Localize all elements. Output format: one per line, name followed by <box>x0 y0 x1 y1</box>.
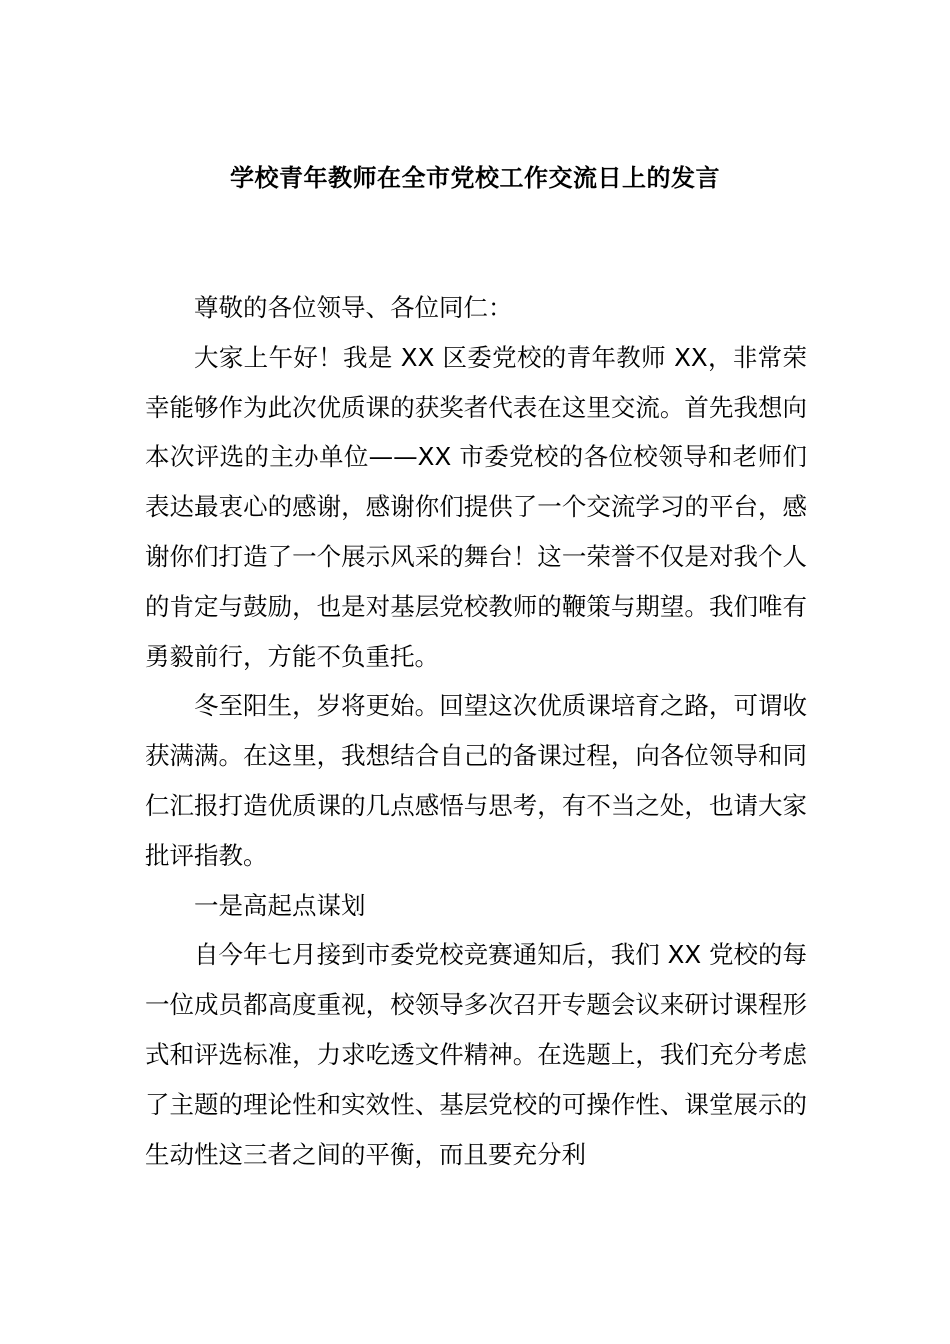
paragraph-planning: 自今年七月接到市委党校竞赛通知后，我们 XX 党校的每一位成员都高度重视，校领导多次召开专题会议来研讨课程形式和评选标准，力求吃透文件精神。在选题上，我们充分考虑了主题的理论性和实效性、基层党校的可操作性、课堂展示的生动性这三者之间的平衡，而且要充分利 <box>145 940 807 1169</box>
document-title: 学校青年教师在全市党校工作交流日上的发言 <box>230 164 720 192</box>
paragraph-salutation: 尊敬的各位领导、各位同仁： <box>194 293 513 322</box>
paragraph-reflection: 冬至阳生，岁将更始。回望这次优质课培育之路，可谓收获满满。在这里，我想结合自己的备课过程，向各位领导和同仁汇报打造优质课的几点感悟与思考，有不当之处，也请大家批评指教。 <box>145 691 807 870</box>
paragraph-section-heading: 一是高起点谋划 <box>194 890 366 920</box>
document-body <box>145 283 807 1179</box>
paragraph-greeting: 大家上午好！我是 XX 区委党校的青年教师 XX，非常荣幸能够作为此次优质课的获奖者代表在这里交流。首先我想向本次评选的主办单位——XX 市委党校的各位校领导和老师们表达最衷心的感谢，感谢你们提供了一个交流学习的平台，感谢你们打造了一个展示风采的舞台！这一荣誉不仅是对我个人的肯定与鼓励，也是对基层党校教师的鞭策与期望。我们唯有勇毅前行，方能不负重托。 <box>145 342 807 671</box>
